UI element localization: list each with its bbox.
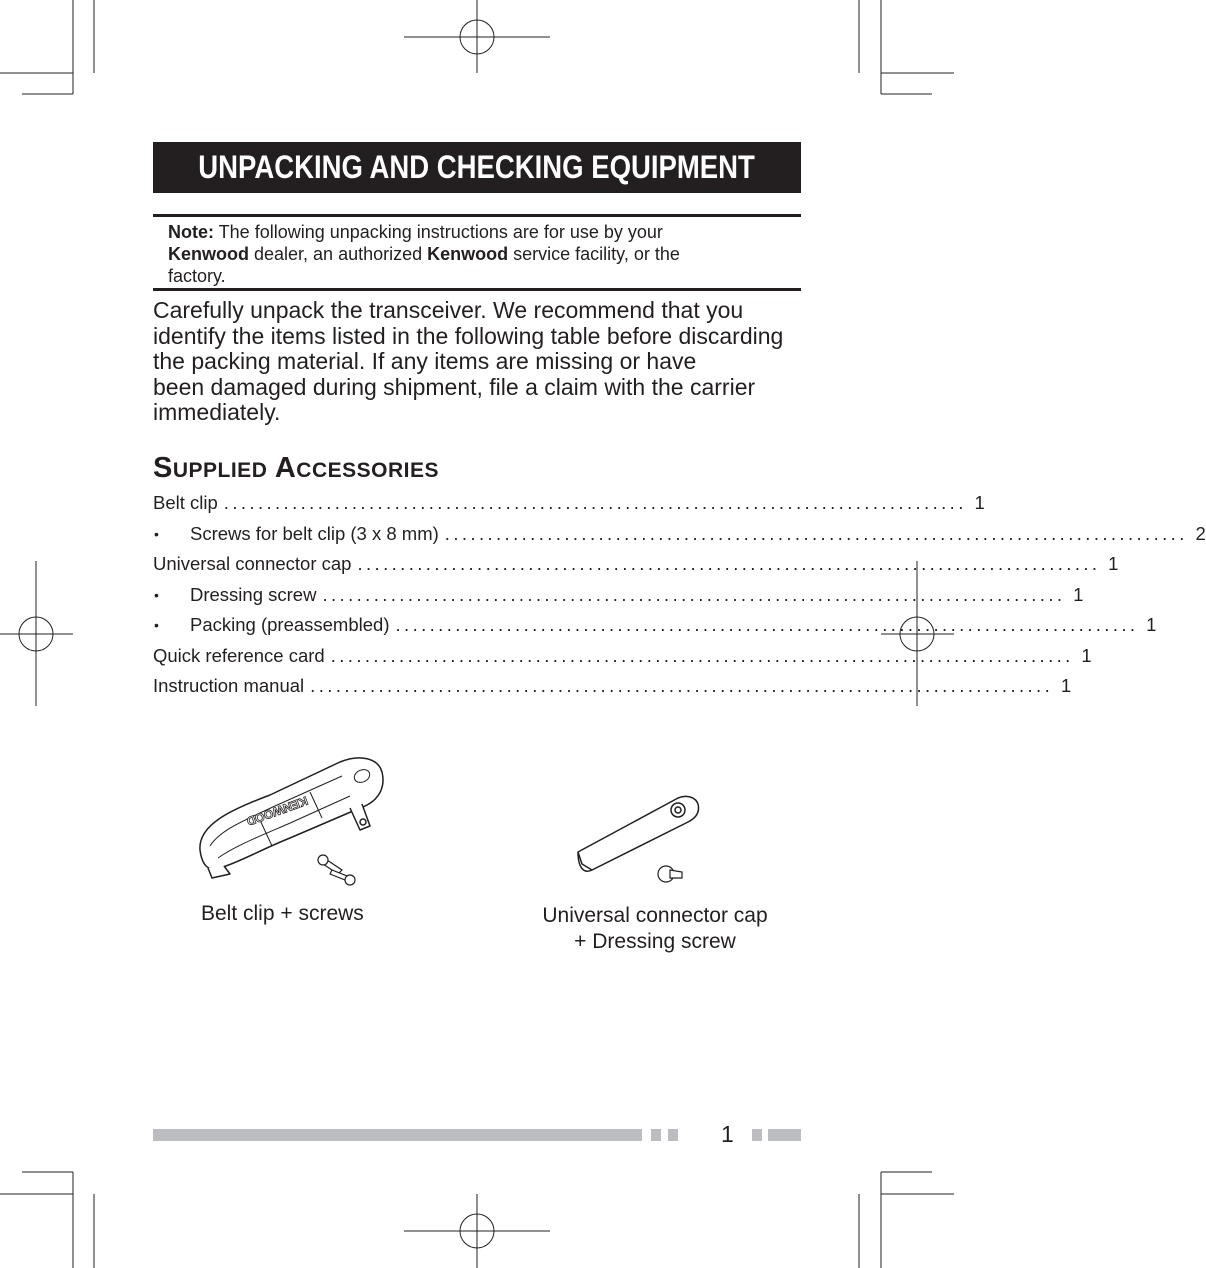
note-text-2: dealer, an authorized (249, 244, 428, 264)
note-text-3: service facility, or the (508, 244, 680, 264)
note-text-1: The following unpacking instructions are for use by your (214, 222, 663, 242)
registration-target-top (404, 0, 550, 73)
list-item (153, 641, 1092, 672)
intro-line: Carefully unpack the transceiver. We recommend that you (153, 297, 744, 323)
list-item (153, 549, 1119, 580)
item-label: Quick reference card (153, 644, 325, 666)
connector-cap-illustration (570, 790, 710, 890)
registration-target-left (0, 561, 73, 706)
leader-dots: ....................................................................................... (223, 492, 967, 514)
footer-block (768, 1129, 801, 1141)
list-item (153, 671, 1072, 702)
footer-block (752, 1129, 762, 1141)
page-title-bar (153, 142, 801, 193)
accessories-list (153, 488, 1206, 702)
leader-dots: ....................................................................................... (310, 675, 1054, 697)
item-label: Instruction manual (153, 675, 305, 697)
intro-line: immediately. (153, 399, 281, 425)
leader-dots: ....................................................................................... (357, 553, 1101, 575)
item-label: Screws for belt clip (3 x 8 mm) (190, 522, 439, 544)
leader-dots: ....................................................................................... (395, 614, 1139, 636)
item-qty: 1 (1146, 614, 1157, 636)
list-item (153, 488, 985, 519)
bullet: • (154, 586, 159, 603)
heading-rest: UPPLIED (172, 459, 268, 482)
item-qty: 1 (1108, 553, 1119, 575)
footer-block (651, 1129, 661, 1141)
heading-cap: A (274, 452, 297, 484)
caption-line: + Dressing screw (574, 930, 736, 953)
leader-dots: ....................................................................................... (330, 644, 1074, 666)
belt-clip-illustration (190, 750, 390, 890)
leader-dots: ....................................................................................... (444, 522, 1188, 544)
intro-paragraph (153, 298, 803, 426)
item-qty: 1 (974, 492, 985, 514)
belt-clip-logo: KENWOOD (244, 793, 310, 829)
item-qty: 1 (1060, 675, 1072, 697)
footer-bar (153, 1129, 642, 1141)
note-text-4: factory. (168, 266, 226, 286)
dressing-screw-icon (658, 866, 682, 882)
screws-icon (318, 855, 355, 885)
intro-line: the packing material. If any items are missing or have (153, 348, 697, 374)
section-heading (153, 452, 439, 485)
item-qty: 1 (1081, 644, 1092, 666)
page-number: 1 (721, 1121, 734, 1147)
list-item (153, 580, 1084, 611)
leader-dots: ....................................................................................... (322, 583, 1066, 605)
item-label: Belt clip (153, 492, 218, 514)
item-label: Packing (preassembled) (190, 614, 390, 636)
caption-line: Universal connector cap (542, 904, 768, 927)
footer-block (668, 1129, 678, 1141)
item-label: Universal connector cap (153, 553, 352, 575)
item-label: Dressing screw (190, 583, 317, 605)
bullet: • (154, 617, 159, 634)
heading-cap: S (153, 452, 173, 484)
note-text (168, 221, 788, 287)
list-item (153, 519, 1206, 550)
belt-clip-caption: Belt clip + screws (201, 902, 364, 925)
intro-line: identify the items listed in the following table before discarding (153, 322, 784, 349)
list-item (153, 610, 1157, 641)
heading-rest: CCESSORIES (296, 459, 439, 482)
note-brand-2: Kenwood (427, 244, 509, 264)
registration-target-bottom (404, 1194, 550, 1268)
page-title: UNPACKING AND CHECKING EQUIPMENT (198, 149, 756, 185)
note-brand-1: Kenwood (168, 244, 249, 264)
note-box (153, 214, 801, 291)
item-qty: 2 (1195, 522, 1206, 544)
item-qty: 1 (1073, 583, 1084, 605)
bullet: • (154, 525, 159, 542)
intro-line: been damaged during shipment, file a claim with the carrier (153, 373, 756, 400)
note-label: Note: (168, 222, 214, 242)
connector-cap-caption (522, 903, 788, 955)
